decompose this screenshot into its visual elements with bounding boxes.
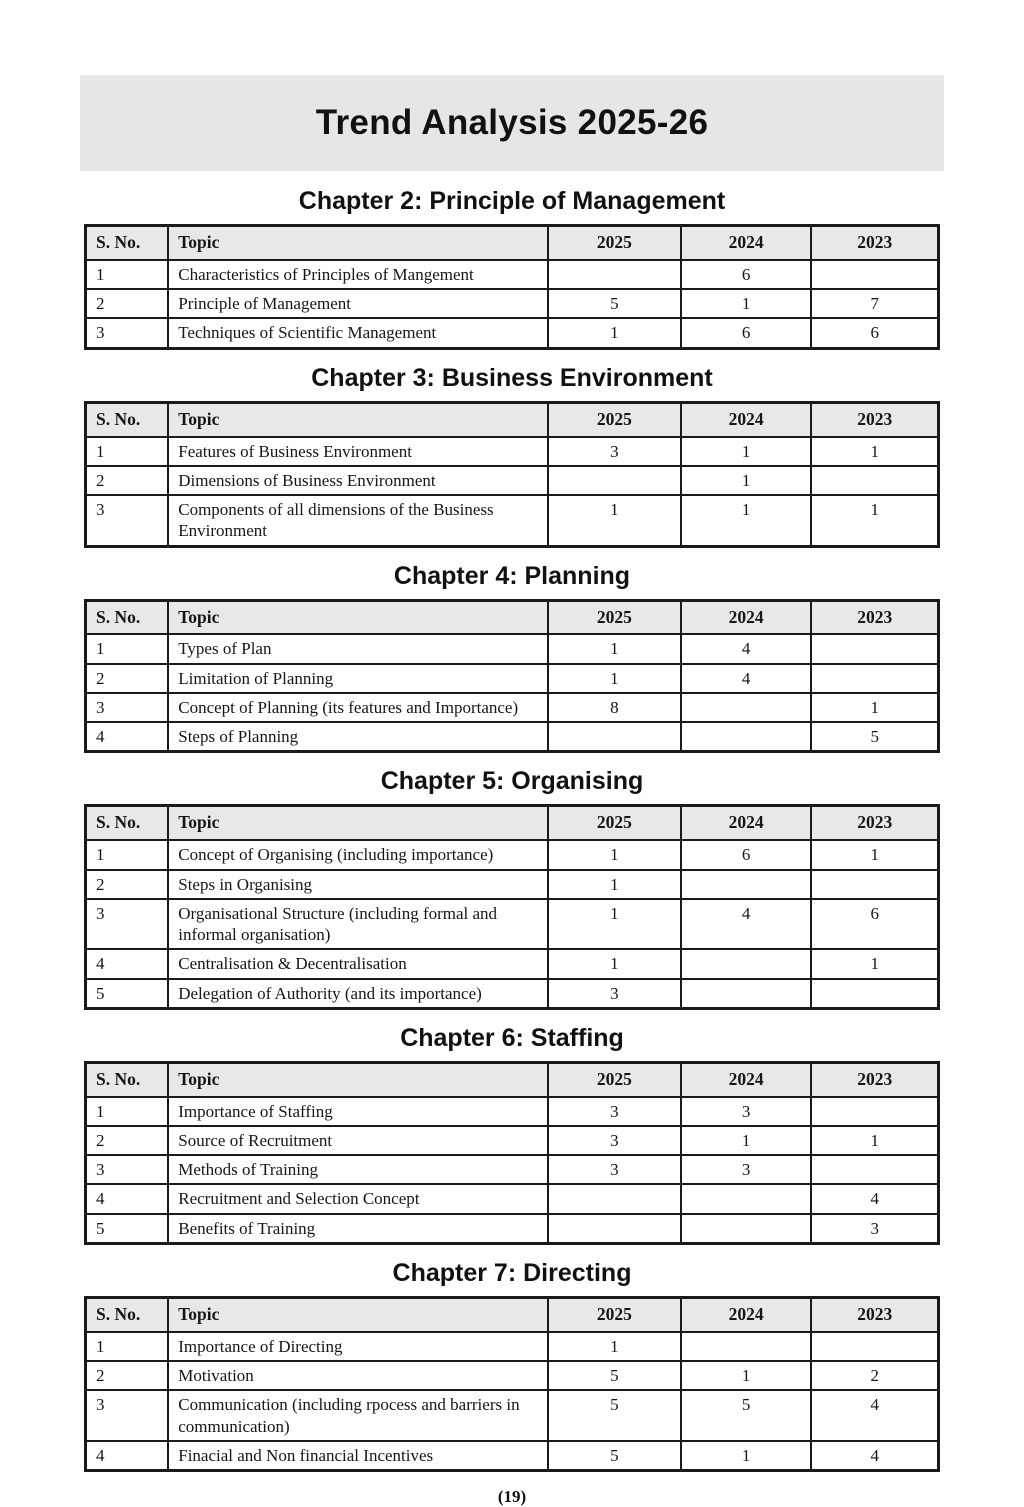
column-header-sno: S. No. xyxy=(86,806,169,840)
column-header-2023: 2023 xyxy=(811,1062,938,1096)
cell-2025: 1 xyxy=(548,495,681,546)
cell-2023 xyxy=(811,664,938,693)
cell-2025 xyxy=(548,1214,681,1244)
cell-2023 xyxy=(811,260,938,289)
cell-2025: 1 xyxy=(548,634,681,663)
cell-2025: 5 xyxy=(548,1361,681,1390)
cell-2023: 2 xyxy=(811,1361,938,1390)
column-header-2024: 2024 xyxy=(681,1062,812,1096)
column-header-sno: S. No. xyxy=(86,600,169,634)
table-header-row xyxy=(86,226,939,260)
table-row xyxy=(86,1097,939,1126)
cell-2023: 1 xyxy=(811,840,938,869)
cell-2024: 1 xyxy=(681,466,812,495)
chapter-section xyxy=(0,562,1024,754)
cell-sno: 4 xyxy=(86,1441,169,1471)
cell-2025: 3 xyxy=(548,437,681,466)
column-header-2024: 2024 xyxy=(681,1297,812,1331)
cell-2024: 3 xyxy=(681,1155,812,1184)
cell-topic: Motivation xyxy=(168,1361,548,1390)
cell-2023 xyxy=(811,1155,938,1184)
table-row xyxy=(86,870,939,899)
column-header-sno: S. No. xyxy=(86,226,169,260)
cell-topic: Steps of Planning xyxy=(168,722,548,752)
cell-2024: 4 xyxy=(681,664,812,693)
column-header-2023: 2023 xyxy=(811,226,938,260)
cell-sno: 3 xyxy=(86,899,169,950)
column-header-topic: Topic xyxy=(168,806,548,840)
table-body xyxy=(86,260,939,348)
column-header-2025: 2025 xyxy=(548,1062,681,1096)
table-body xyxy=(86,840,939,1008)
table-row xyxy=(86,1126,939,1155)
cell-topic: Importance of Directing xyxy=(168,1332,548,1361)
cell-2024 xyxy=(681,1332,812,1361)
cell-topic: Concept of Planning (its features and Importance) xyxy=(168,693,548,722)
cell-2024 xyxy=(681,949,812,978)
cell-2025: 5 xyxy=(548,1390,681,1441)
cell-2024: 1 xyxy=(681,289,812,318)
cell-2025 xyxy=(548,260,681,289)
column-header-topic: Topic xyxy=(168,1062,548,1096)
cell-sno: 3 xyxy=(86,1155,169,1184)
cell-2024: 1 xyxy=(681,1126,812,1155)
cell-2023: 1 xyxy=(811,495,938,546)
table-row xyxy=(86,437,939,466)
cell-sno: 2 xyxy=(86,664,169,693)
cell-2023: 1 xyxy=(811,949,938,978)
column-header-2023: 2023 xyxy=(811,600,938,634)
column-header-sno: S. No. xyxy=(86,402,169,436)
table-row xyxy=(86,289,939,318)
cell-sno: 4 xyxy=(86,1184,169,1213)
cell-2025: 1 xyxy=(548,949,681,978)
cell-2025: 1 xyxy=(548,899,681,950)
table-row xyxy=(86,899,939,950)
table-row xyxy=(86,722,939,752)
cell-2023: 4 xyxy=(811,1390,938,1441)
cell-topic: Steps in Organising xyxy=(168,870,548,899)
column-header-2024: 2024 xyxy=(681,806,812,840)
cell-2024 xyxy=(681,1214,812,1244)
table-row xyxy=(86,495,939,546)
cell-topic: Delegation of Authority (and its importance) xyxy=(168,979,548,1009)
cell-2024 xyxy=(681,870,812,899)
table-body xyxy=(86,634,939,752)
cell-topic: Features of Business Environment xyxy=(168,437,548,466)
cell-2024: 5 xyxy=(681,1390,812,1441)
column-header-2024: 2024 xyxy=(681,600,812,634)
cell-sno: 3 xyxy=(86,318,169,348)
cell-sno: 1 xyxy=(86,260,169,289)
cell-sno: 1 xyxy=(86,840,169,869)
column-header-2025: 2025 xyxy=(548,806,681,840)
cell-sno: 2 xyxy=(86,289,169,318)
cell-2023: 6 xyxy=(811,318,938,348)
cell-sno: 3 xyxy=(86,1390,169,1441)
cell-2023 xyxy=(811,870,938,899)
column-header-2025: 2025 xyxy=(548,402,681,436)
table-row xyxy=(86,1184,939,1213)
cell-2024: 4 xyxy=(681,899,812,950)
cell-2025: 1 xyxy=(548,840,681,869)
cell-sno: 2 xyxy=(86,870,169,899)
column-header-2024: 2024 xyxy=(681,226,812,260)
cell-2024: 6 xyxy=(681,318,812,348)
table-row xyxy=(86,949,939,978)
cell-topic: Recruitment and Selection Concept xyxy=(168,1184,548,1213)
table-row xyxy=(86,1441,939,1471)
cell-2023 xyxy=(811,979,938,1009)
table-header-row xyxy=(86,1297,939,1331)
column-header-2025: 2025 xyxy=(548,226,681,260)
cell-2023: 1 xyxy=(811,437,938,466)
cell-sno: 5 xyxy=(86,1214,169,1244)
table-header-row xyxy=(86,806,939,840)
cell-2024: 1 xyxy=(681,495,812,546)
cell-2025: 1 xyxy=(548,318,681,348)
chapters-container xyxy=(0,187,1024,1472)
chapter-section xyxy=(0,364,1024,548)
column-header-2025: 2025 xyxy=(548,1297,681,1331)
column-header-2023: 2023 xyxy=(811,402,938,436)
chapter-section xyxy=(0,1024,1024,1245)
page-number: (19) xyxy=(497,1487,527,1506)
cell-topic: Importance of Staffing xyxy=(168,1097,548,1126)
cell-2024: 6 xyxy=(681,260,812,289)
cell-2024 xyxy=(681,979,812,1009)
cell-2025: 3 xyxy=(548,979,681,1009)
cell-2025: 8 xyxy=(548,693,681,722)
cell-topic: Techniques of Scientific Management xyxy=(168,318,548,348)
cell-2024: 4 xyxy=(681,634,812,663)
trend-table xyxy=(84,1061,940,1245)
cell-2025: 1 xyxy=(548,664,681,693)
cell-2023: 7 xyxy=(811,289,938,318)
trend-table xyxy=(84,224,940,350)
cell-2025: 3 xyxy=(548,1155,681,1184)
cell-2025 xyxy=(548,722,681,752)
table-row xyxy=(86,634,939,663)
table-header-row xyxy=(86,600,939,634)
table-row xyxy=(86,693,939,722)
table-header-row xyxy=(86,402,939,436)
cell-2023 xyxy=(811,634,938,663)
chapter-heading: Chapter 4: Planning xyxy=(393,561,631,590)
cell-2025: 1 xyxy=(548,870,681,899)
cell-topic: Limitation of Planning xyxy=(168,664,548,693)
cell-topic: Source of Recruitment xyxy=(168,1126,548,1155)
cell-sno: 2 xyxy=(86,1126,169,1155)
cell-2024 xyxy=(681,1184,812,1213)
cell-topic: Finacial and Non financial Incentives xyxy=(168,1441,548,1471)
cell-sno: 3 xyxy=(86,693,169,722)
table-row xyxy=(86,1155,939,1184)
trend-table xyxy=(84,401,940,548)
cell-2025 xyxy=(548,466,681,495)
cell-topic: Characteristics of Principles of Mangement xyxy=(168,260,548,289)
column-header-topic: Topic xyxy=(168,1297,548,1331)
cell-topic: Components of all dimensions of the Business Environment xyxy=(168,495,548,546)
table-row xyxy=(86,840,939,869)
cell-sno: 1 xyxy=(86,1332,169,1361)
cell-topic: Principle of Management xyxy=(168,289,548,318)
cell-topic: Types of Plan xyxy=(168,634,548,663)
cell-2025: 1 xyxy=(548,1332,681,1361)
cell-sno: 4 xyxy=(86,722,169,752)
table-row xyxy=(86,1361,939,1390)
cell-2025: 3 xyxy=(548,1097,681,1126)
cell-2025: 5 xyxy=(548,289,681,318)
cell-2023: 5 xyxy=(811,722,938,752)
column-header-sno: S. No. xyxy=(86,1062,169,1096)
column-header-2023: 2023 xyxy=(811,806,938,840)
cell-2024: 1 xyxy=(681,437,812,466)
chapter-section xyxy=(0,767,1024,1009)
column-header-2023: 2023 xyxy=(811,1297,938,1331)
column-header-topic: Topic xyxy=(168,600,548,634)
cell-sno: 4 xyxy=(86,949,169,978)
table-row xyxy=(86,1332,939,1361)
table-row xyxy=(86,260,939,289)
table-header-row xyxy=(86,1062,939,1096)
cell-2023 xyxy=(811,466,938,495)
cell-2024: 6 xyxy=(681,840,812,869)
chapter-heading: Chapter 5: Organising xyxy=(380,767,644,796)
table-row xyxy=(86,1390,939,1441)
cell-2024 xyxy=(681,693,812,722)
table-row xyxy=(86,979,939,1009)
cell-sno: 1 xyxy=(86,634,169,663)
cell-2025 xyxy=(548,1184,681,1213)
cell-topic: Centralisation & Decentralisation xyxy=(168,949,548,978)
cell-2024 xyxy=(681,722,812,752)
chapter-heading: Chapter 6: Staffing xyxy=(400,1023,624,1052)
chapter-heading: Chapter 3: Business Environment xyxy=(311,363,713,392)
cell-2025: 5 xyxy=(548,1441,681,1471)
cell-2024: 1 xyxy=(681,1361,812,1390)
page-title: Trend Analysis 2025-26 xyxy=(315,103,709,142)
cell-sno: 2 xyxy=(86,1361,169,1390)
cell-topic: Methods of Training xyxy=(168,1155,548,1184)
cell-2023: 4 xyxy=(811,1184,938,1213)
cell-sno: 1 xyxy=(86,1097,169,1126)
chapter-section xyxy=(0,1259,1024,1472)
column-header-2025: 2025 xyxy=(548,600,681,634)
cell-topic: Benefits of Training xyxy=(168,1214,548,1244)
cell-sno: 5 xyxy=(86,979,169,1009)
chapter-section xyxy=(0,187,1024,350)
table-row xyxy=(86,664,939,693)
table-row xyxy=(86,466,939,495)
column-header-sno: S. No. xyxy=(86,1297,169,1331)
table-row xyxy=(86,318,939,348)
chapter-heading: Chapter 2: Principle of Management xyxy=(298,187,726,215)
cell-2023 xyxy=(811,1332,938,1361)
chapter-heading: Chapter 7: Directing xyxy=(392,1258,632,1287)
cell-topic: Communication (including rpocess and barriers in communication) xyxy=(168,1390,548,1441)
cell-sno: 1 xyxy=(86,437,169,466)
cell-sno: 3 xyxy=(86,495,169,546)
trend-table xyxy=(84,599,940,754)
column-header-2024: 2024 xyxy=(681,402,812,436)
cell-2023: 3 xyxy=(811,1214,938,1244)
trend-table xyxy=(84,804,940,1009)
table-body xyxy=(86,437,939,547)
cell-2023 xyxy=(811,1097,938,1126)
cell-2023: 1 xyxy=(811,693,938,722)
title-banner xyxy=(80,75,944,171)
cell-2024: 3 xyxy=(681,1097,812,1126)
cell-2025: 3 xyxy=(548,1126,681,1155)
cell-2023: 1 xyxy=(811,1126,938,1155)
table-body xyxy=(86,1332,939,1471)
cell-topic: Organisational Structure (including formal and informal organisation) xyxy=(168,899,548,950)
table-row xyxy=(86,1214,939,1244)
cell-topic: Concept of Organising (including importance) xyxy=(168,840,548,869)
cell-2023: 4 xyxy=(811,1441,938,1471)
cell-topic: Dimensions of Business Environment xyxy=(168,466,548,495)
table-body xyxy=(86,1097,939,1244)
column-header-topic: Topic xyxy=(168,226,548,260)
cell-2024: 1 xyxy=(681,1441,812,1471)
cell-sno: 2 xyxy=(86,466,169,495)
cell-2023: 6 xyxy=(811,899,938,950)
column-header-topic: Topic xyxy=(168,402,548,436)
trend-table xyxy=(84,1296,940,1472)
